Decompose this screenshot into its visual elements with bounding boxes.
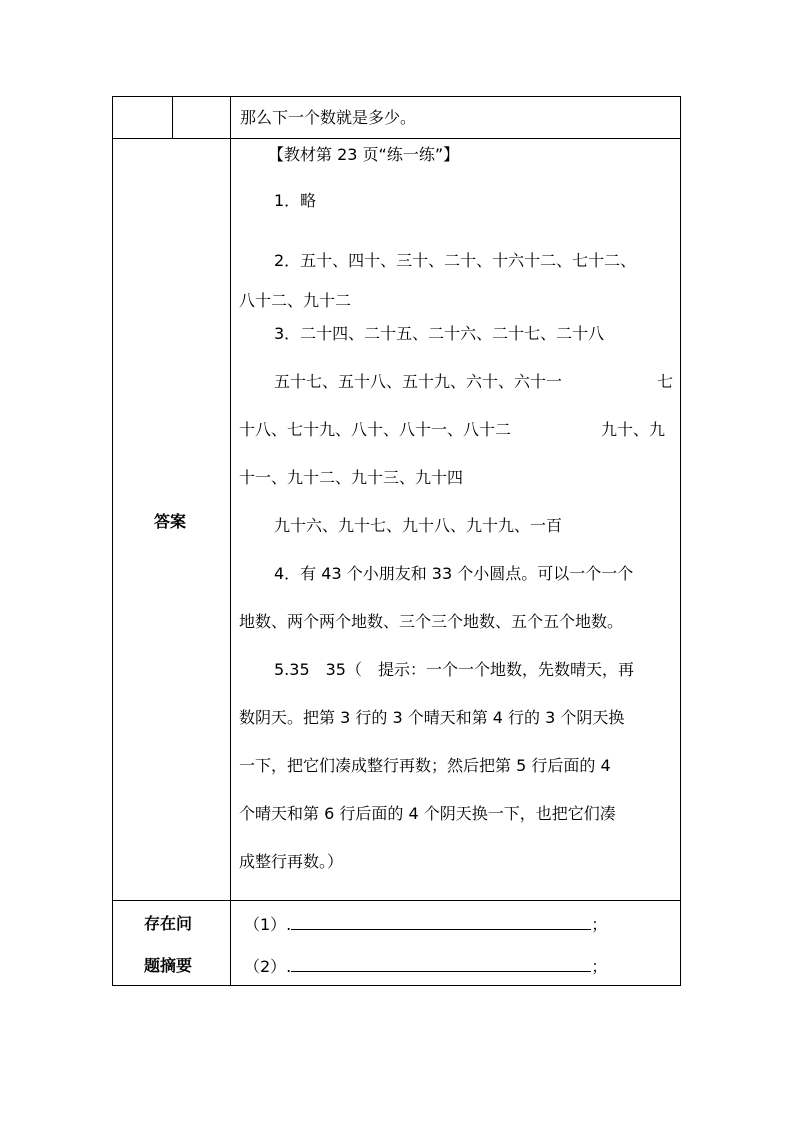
row-divider-1 xyxy=(112,138,681,139)
row-divider-2 xyxy=(112,900,681,901)
answer-item-5-line-3: 一下，把它们凑成整行再数；然后把第 5 行后面的 4 xyxy=(239,756,611,775)
issue-field-2[interactable] xyxy=(244,955,607,978)
top-row-text: 那么下一个数就是多少。 xyxy=(240,108,417,127)
answer-item-3-line-3b: 九十、九 xyxy=(601,420,666,439)
answer-heading: 【教材第 23 页“练一练”】 xyxy=(268,145,460,164)
answer-item-4-line-1: 4．有 43 个小朋友和 33 个小圆点。可以一个一个 xyxy=(274,564,634,583)
answer-item-3-line-4: 十一、九十二、九十三、九十四 xyxy=(239,468,464,487)
column-divider-main xyxy=(230,96,231,986)
answer-item-5-line-4: 个晴天和第 6 行后面的 4 个阴天换一下，也把它们凑 xyxy=(239,804,616,823)
answer-item-2-line-1: 2．五十、四十、三十、二十、十六十二、七十二、 xyxy=(274,251,637,270)
table-border-left xyxy=(112,96,113,986)
answer-label: 答案 xyxy=(154,512,187,531)
column-divider-top-row xyxy=(172,96,173,138)
table-border-right xyxy=(680,96,681,986)
answer-item-3-line-2a: 五十七、五十八、五十九、六十、六十一 xyxy=(274,372,563,391)
table-border-top xyxy=(112,96,681,97)
answer-item-5-line-5: 成整行再数。） xyxy=(239,852,344,871)
issue-field-2-suffix: ； xyxy=(591,957,608,976)
issue-field-1-blank[interactable] xyxy=(291,913,591,930)
issue-field-1-suffix: ； xyxy=(591,915,608,934)
issue-field-2-prefix: （2）. xyxy=(244,957,292,976)
answer-item-5-line-1: 5.35 35（ 提示：一个一个地数，先数晴天，再 xyxy=(274,660,634,679)
issue-field-2-blank[interactable] xyxy=(291,955,591,972)
table-border-bottom xyxy=(112,985,681,986)
issue-field-1-prefix: （1）. xyxy=(244,915,292,934)
answer-item-3-line-2b: 七 xyxy=(657,372,674,391)
issues-label-line-2: 题摘要 xyxy=(144,956,193,975)
answer-item-5-line-2: 数阴天。把第 3 行的 3 个晴天和第 4 行的 3 个阴天换 xyxy=(239,708,625,727)
answer-item-1: 1．略 xyxy=(274,191,317,210)
answer-item-4-line-2: 地数、两个两个地数、三个三个地数、五个五个地数。 xyxy=(239,612,624,631)
lesson-table xyxy=(112,96,681,986)
issues-label-line-1: 存在问 xyxy=(144,914,193,933)
answer-item-3-line-3a: 十八、七十九、八十、八十一、八十二 xyxy=(239,420,512,439)
answer-item-2-line-2: 八十二、九十二 xyxy=(239,291,352,310)
issue-field-1[interactable] xyxy=(244,913,607,936)
answer-item-3-line-5: 九十六、九十七、九十八、九十九、一百 xyxy=(274,516,563,535)
answer-item-3-line-1: 3．二十四、二十五、二十六、二十七、二十八 xyxy=(274,324,605,343)
